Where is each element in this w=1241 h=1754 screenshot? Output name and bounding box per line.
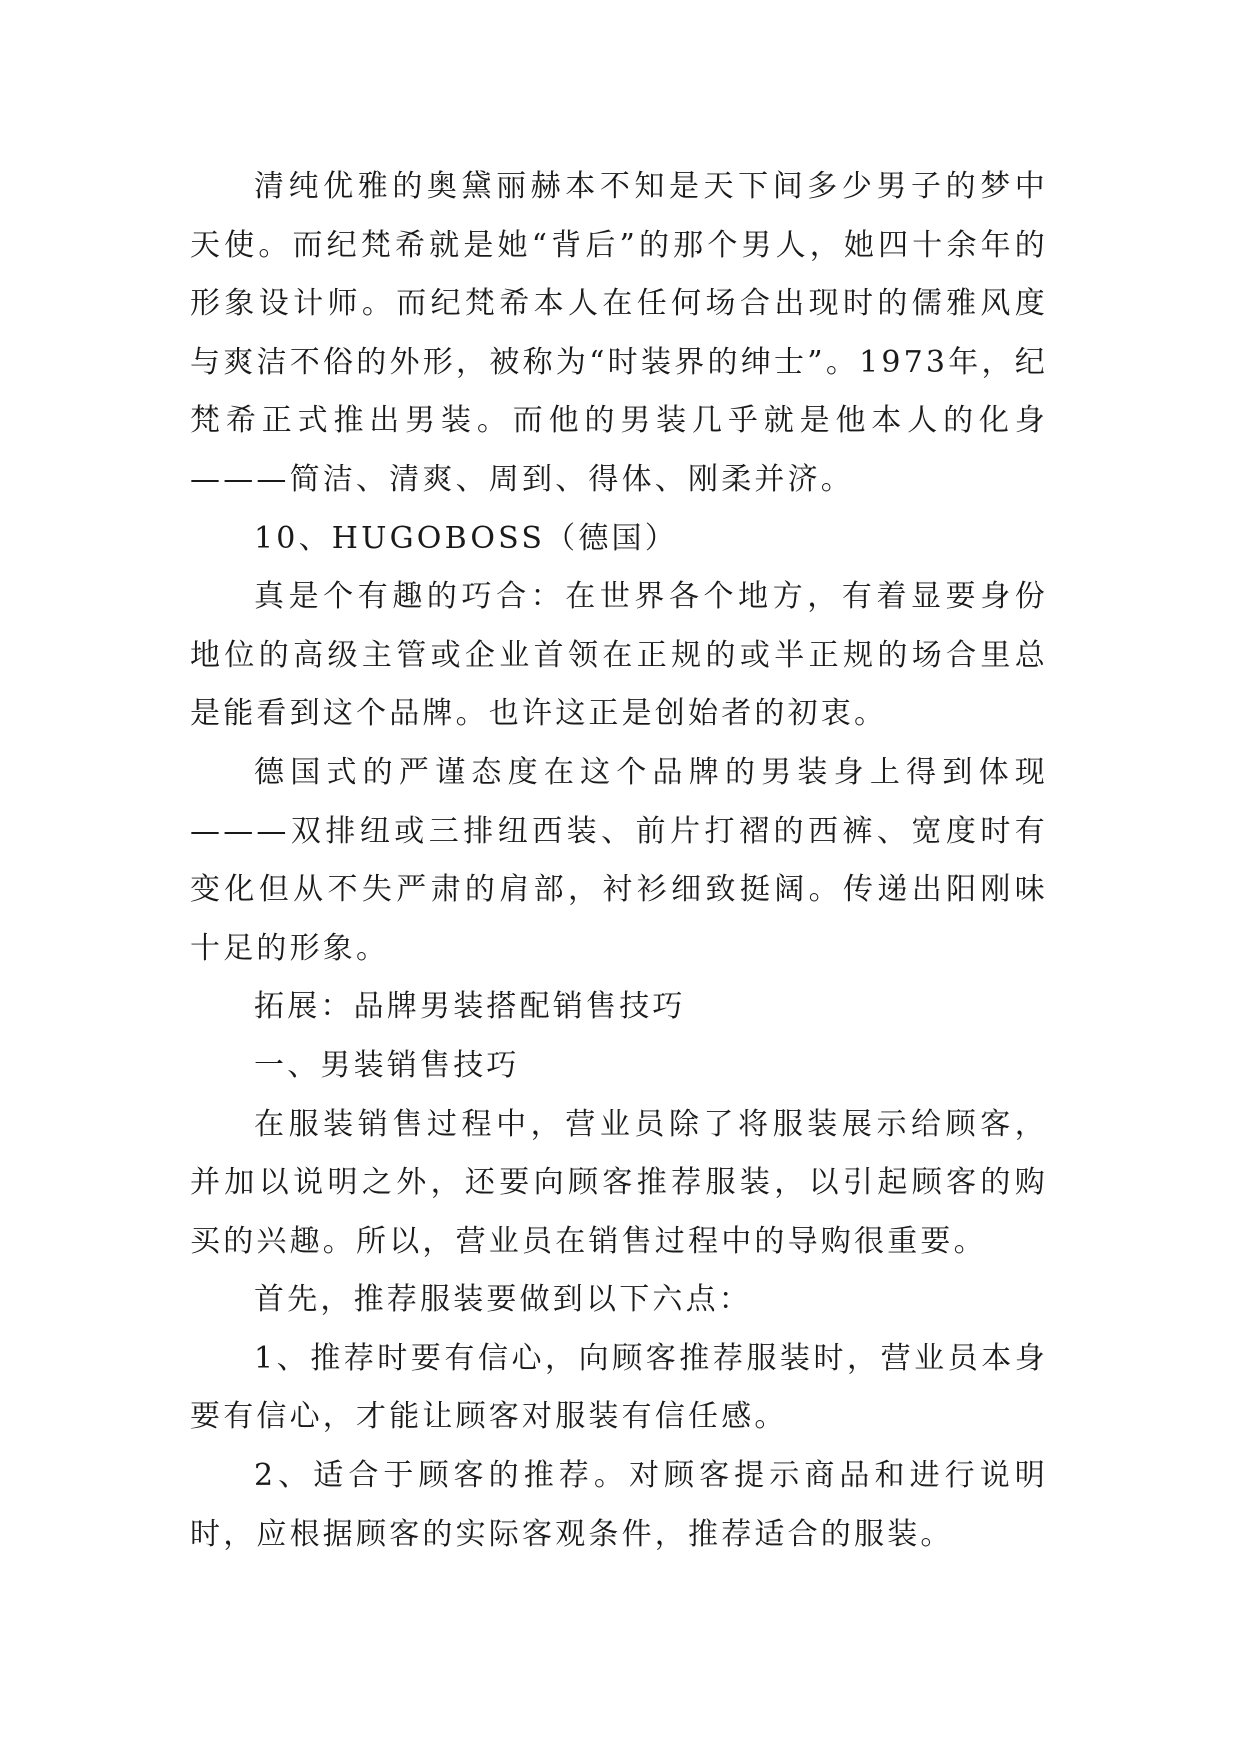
paragraph-hugoboss-intro: 真是个有趣的巧合：在世界各个地方，有着显要身份地位的高级主管或企业首领在正规的或半正规的场合里总是能看到这个品牌。也许这正是创始者的初衷。 xyxy=(190,579,1048,732)
paragraph-point-1: 1、推荐时要有信心，向顾客推荐服装时，营业员本身要有信心，才能让顾客对服装有信任感。 xyxy=(190,1340,1048,1435)
heading-hugoboss: 10、HUGOBOSS（德国） xyxy=(254,520,678,556)
heading-sales-skills: 一、男装销售技巧 xyxy=(254,1047,520,1083)
document-body xyxy=(190,158,1048,1564)
paragraph-point-2: 2、适合于顾客的推荐。对顾客提示商品和进行说明时，应根据顾客的实际客观条件，推荐适合的服装。 xyxy=(190,1458,1048,1552)
heading-extension: 拓展：品牌男装搭配销售技巧 xyxy=(254,989,686,1025)
paragraph-hugoboss-style: 德国式的严谨态度在这个品牌的男装身上得到体现———双排纽或三排纽西装、前片打褶的西裤、宽度时有变化但从不失严肃的肩部，衬衫细致挺阔。传递出阳刚味十足的形象。 xyxy=(190,754,1048,966)
paragraph-givenchy: 清纯优雅的奥黛丽赫本不知是天下间多少男子的梦中天使。而纪梵希就是她“背后”的那个男人，她四十余年的形象设计师。而纪梵希本人在任何场合出现时的儒雅风度与爽洁不俗的外形，被称为“时装界的绅士”。1973年，纪梵希正式推出男装。而他的男装几乎就是他本人的化身———简洁、清爽、周到、得体、刚柔并济。 xyxy=(190,169,1048,497)
paragraph-sales-process: 在服装销售过程中，营业员除了将服装展示给顾客，并加以说明之外，还要向顾客推荐服装，以引起顾客的购买的兴趣。所以，营业员在销售过程中的导购很重要。 xyxy=(190,1106,1048,1259)
paragraph-six-points: 首先，推荐服装要做到以下六点： xyxy=(254,1282,752,1318)
